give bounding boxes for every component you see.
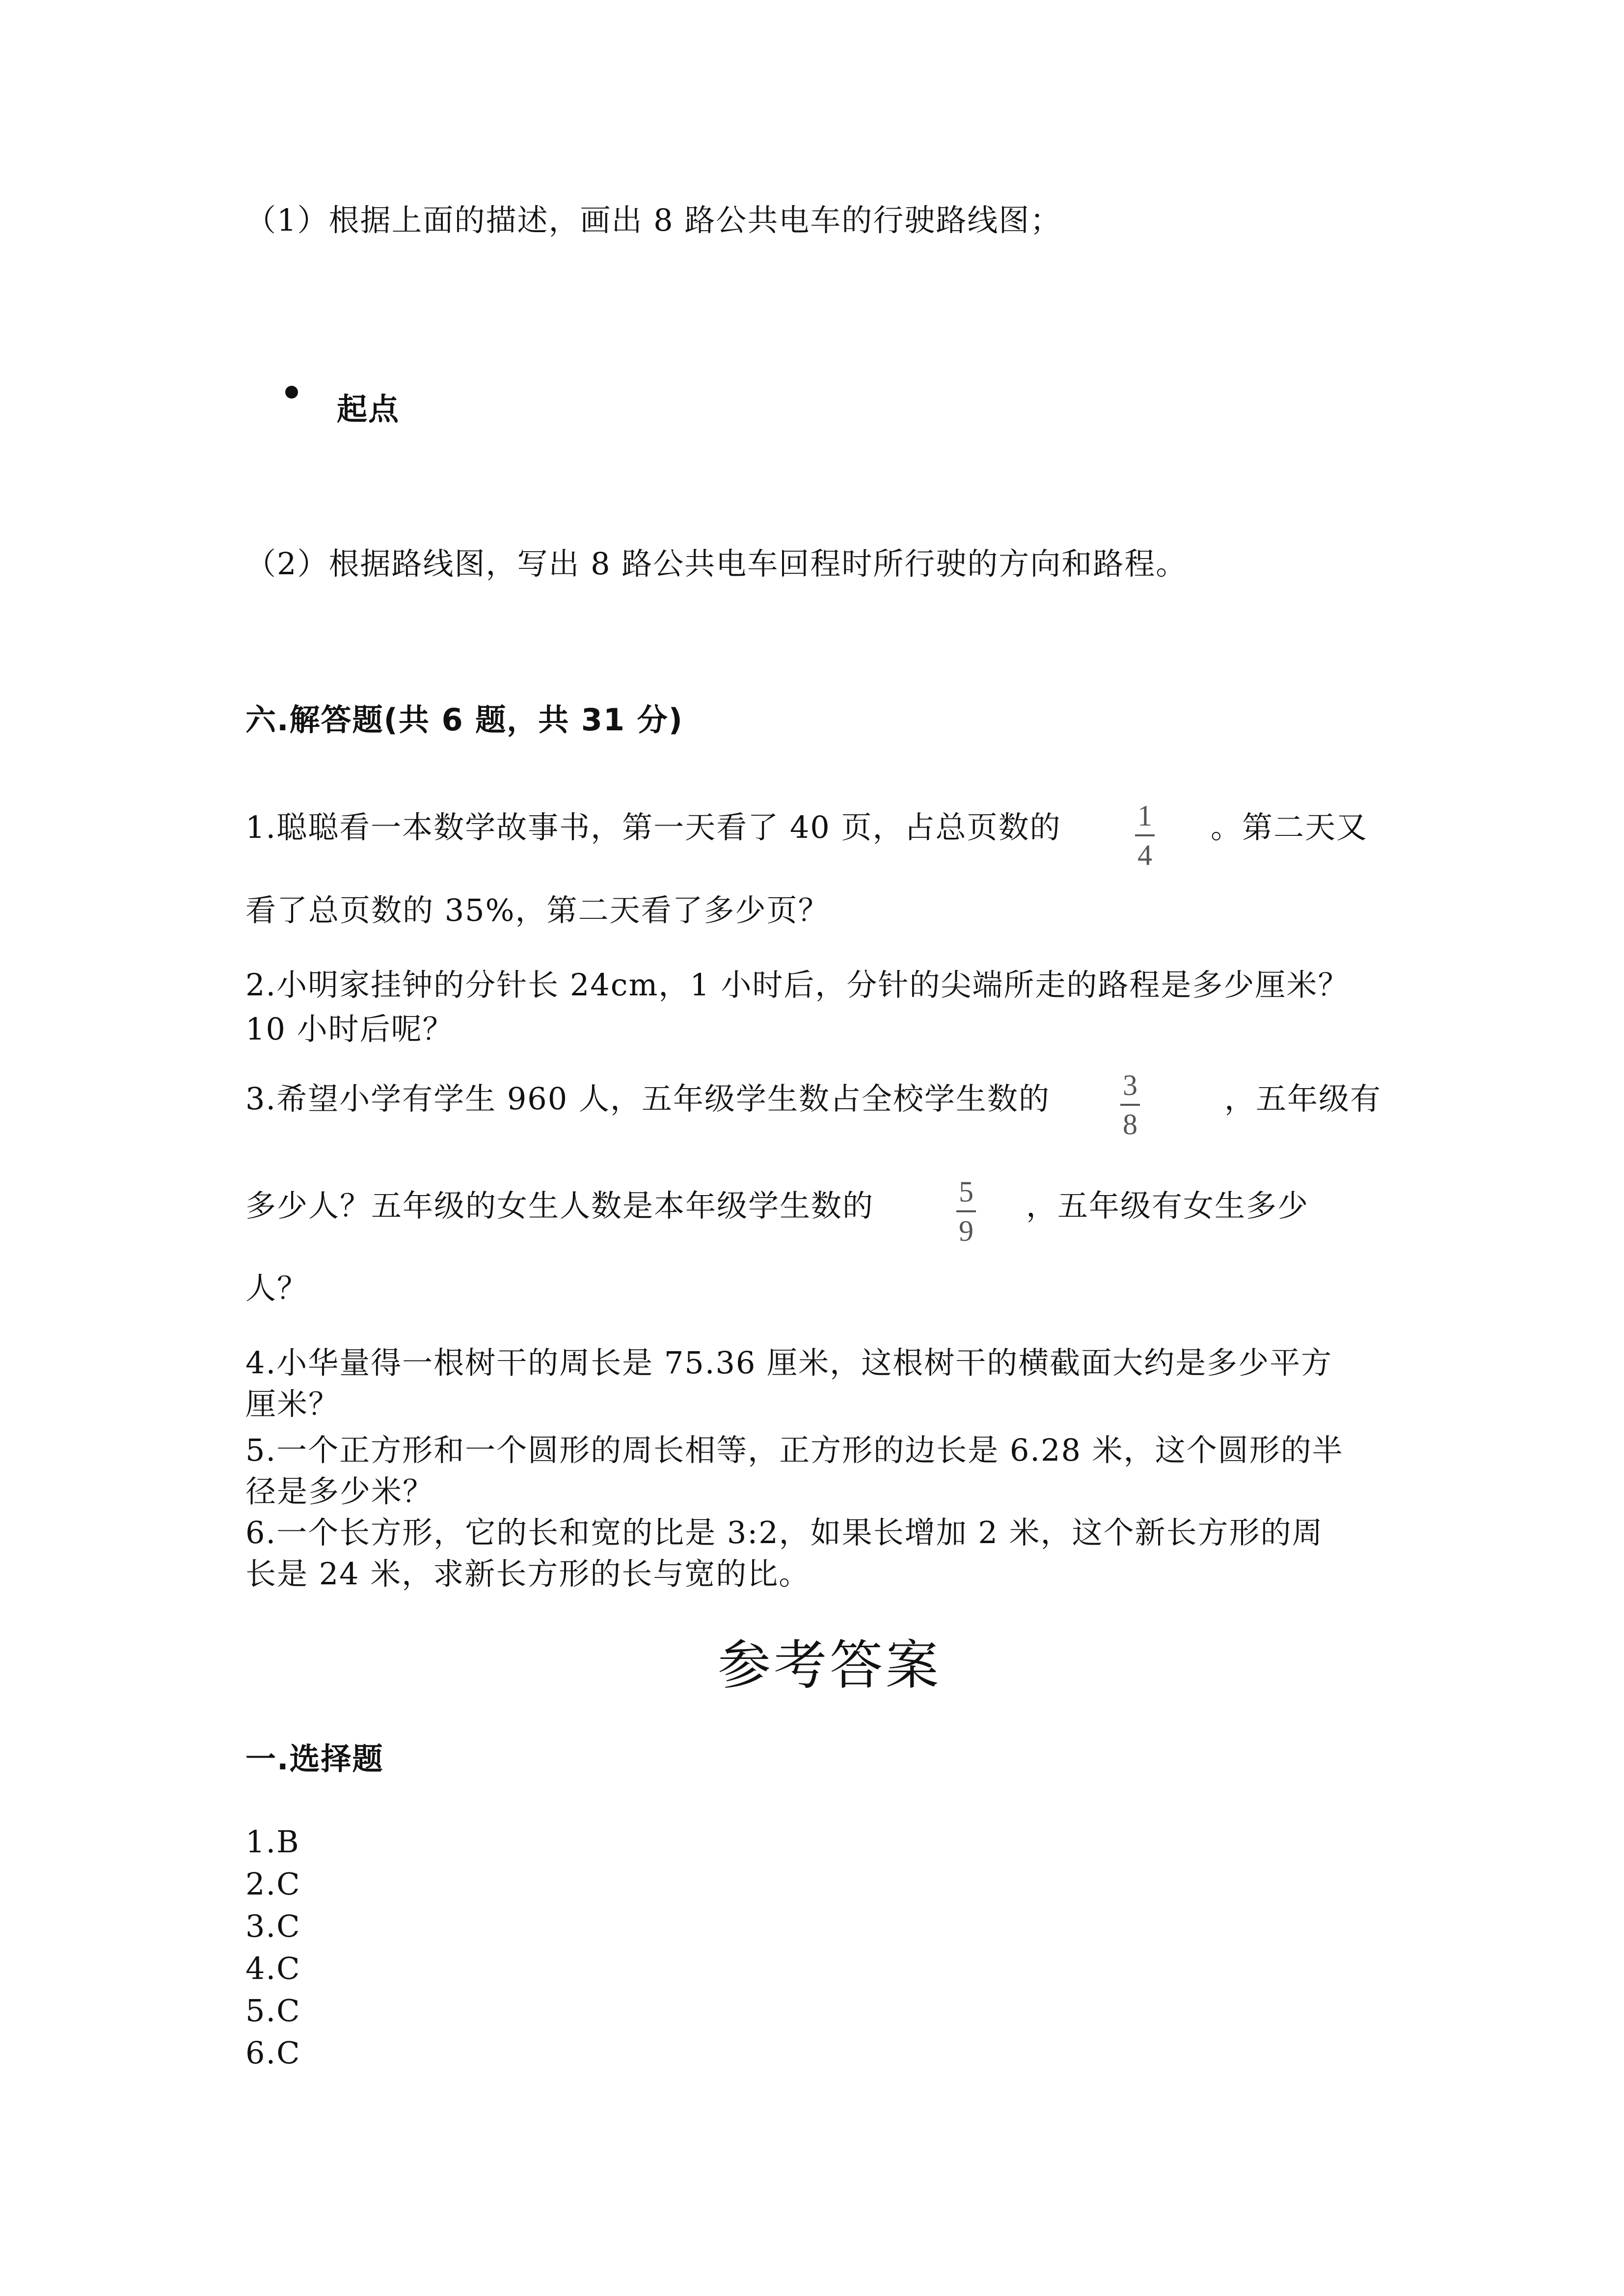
answer-item: 4.C <box>245 1950 301 1986</box>
start-point-marker <box>285 386 298 399</box>
answers-title: 参考答案 <box>718 1635 942 1696</box>
problem-6-line-2: 长是 24 米，求新长方形的长与宽的比。 <box>245 1556 811 1592</box>
fraction-numerator: 3 <box>1123 1069 1137 1101</box>
fraction-one-quarter <box>1135 801 1155 870</box>
problem-3-line-1b: ，五年级有 <box>1224 1081 1382 1117</box>
answers-section-heading: 一.选择题 <box>245 1741 384 1777</box>
problem-5-line-2: 径是多少米？ <box>245 1473 434 1509</box>
answer-item: 5.C <box>245 1993 301 2029</box>
problem-3-line-1a: 3.希望小学有学生 960 人，五年级学生数占全校学生数的 <box>245 1081 1050 1117</box>
fraction-denominator: 8 <box>1123 1108 1137 1141</box>
answer-item: 3.C <box>245 1908 301 1944</box>
section-heading: 六.解答题(共 6 题，共 31 分) <box>245 702 683 738</box>
fraction-three-eighths <box>1120 1070 1140 1139</box>
question-part2: （2）根据路线图，写出 8 路公共电车回程时所行驶的方向和路程。 <box>245 546 1188 582</box>
answer-item: 2.C <box>245 1866 301 1902</box>
problem-3-line-2a: 多少人？五年级的女生人数是本年级学生数的 <box>245 1188 874 1224</box>
answer-item: 6.C <box>245 2035 301 2071</box>
problem-4-line-2: 厘米？ <box>245 1386 340 1422</box>
fraction-numerator: 1 <box>1137 800 1152 832</box>
fraction-five-ninths <box>956 1177 976 1246</box>
problem-2-line-2: 10 小时后呢？ <box>245 1011 454 1047</box>
problem-6-line-1: 6.一个长方形，它的长和宽的比是 3:2，如果长增加 2 米，这个新长方形的周 <box>245 1515 1324 1550</box>
question-part1: （1）根据上面的描述，画出 8 路公共电车的行驶路线图； <box>245 202 1062 238</box>
problem-3-line-2b: ，五年级有女生多少 <box>1026 1188 1309 1224</box>
fraction-numerator: 5 <box>959 1175 974 1208</box>
problem-2-line-1: 2.小明家挂钟的分针长 24cm，1 小时后，分针的尖端所走的路程是多少厘米？ <box>245 967 1350 1003</box>
problem-1-line-2: 看了总页数的 35%，第二天看了多少页？ <box>245 892 830 928</box>
problem-3-line-3: 人？ <box>245 1270 309 1306</box>
fraction-denominator: 4 <box>1137 839 1152 871</box>
answer-item: 1.B <box>245 1824 300 1860</box>
problem-1-line-1b: 。第二天又 <box>1211 809 1368 845</box>
problem-4-line-1: 4.小华量得一根树干的周长是 75.36 厘米，这根树干的横截面大约是多少平方 <box>245 1345 1333 1381</box>
problem-5-line-1: 5.一个正方形和一个圆形的周长相等，正方形的边长是 6.28 米，这个圆形的半 <box>245 1432 1344 1468</box>
start-point-label: 起点 <box>337 391 400 427</box>
fraction-denominator: 9 <box>959 1215 974 1247</box>
problem-1-line-1a: 1.聪聪看一本数学故事书，第一天看了 40 页，占总页数的 <box>245 809 1061 845</box>
